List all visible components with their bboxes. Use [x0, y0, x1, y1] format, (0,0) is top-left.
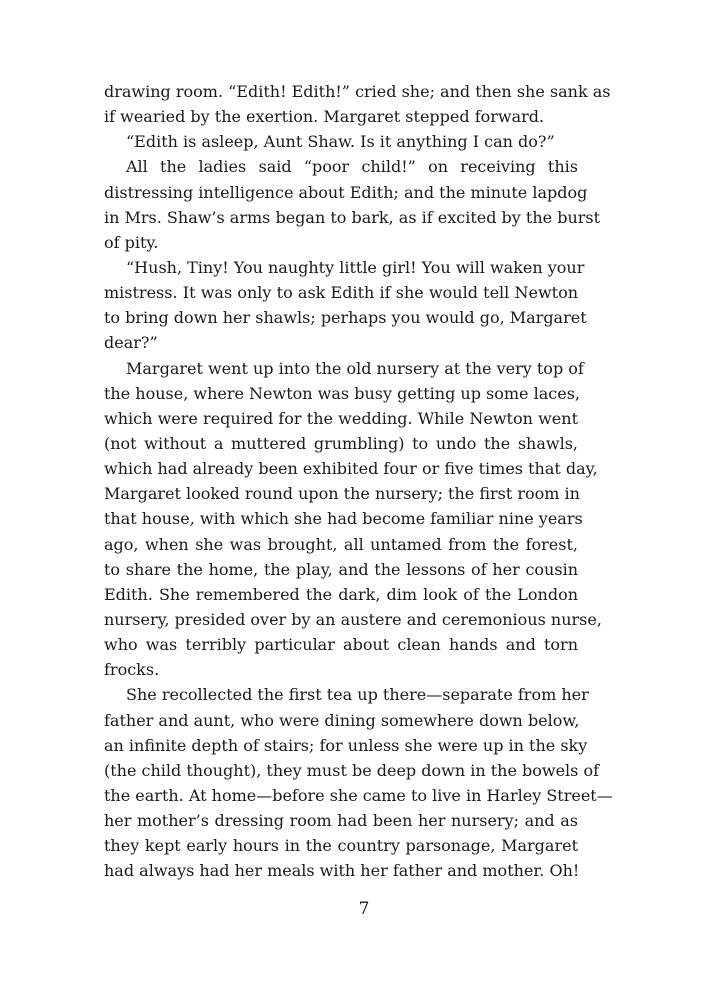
text-line: All the ladies said “poor child!” on receiving this	[126, 157, 578, 177]
text-line: who was terribly particular about clean hands and torn	[104, 635, 578, 655]
text-line: dear?”	[104, 333, 158, 353]
text-line: drawing room. “Edith! Edith!” cried she; and then she sank as	[104, 82, 611, 101]
paragraph	[104, 79, 611, 129]
text-line: nursery, presided over by an austere and ceremonious nurse,	[104, 609, 602, 629]
text-line: which were required for the wedding. While Newton went	[104, 408, 578, 428]
text-line: an infinite depth of stairs; for unless she were up in the sky	[104, 735, 588, 755]
text-line: the house, where Newton was busy getting up some laces,	[104, 383, 580, 403]
paragraph	[104, 255, 587, 356]
text-line: (the child thought), they must be deep down in the bowels of	[104, 760, 600, 780]
text-line: had always had her meals with her father and mother. Oh!	[104, 861, 580, 881]
paragraph	[104, 129, 578, 154]
paragraph	[104, 356, 602, 683]
text-line: Margaret looked round upon the nursery; the first room in	[104, 484, 580, 504]
text-line: of pity.	[104, 232, 159, 252]
text-line: mistress. It was only to ask Edith if she would tell Newton	[104, 283, 578, 303]
text-line: Margaret went up into the old nursery at the very top of	[126, 358, 584, 378]
text-line: Edith. She remembered the dark, dim look of the London	[104, 584, 578, 604]
paragraph	[104, 682, 613, 883]
text-line: which had already been exhibited four or five times that day,	[104, 459, 598, 479]
text-line: frocks.	[104, 660, 160, 680]
page-number: 7	[358, 899, 370, 919]
text-line: “Edith is asleep, Aunt Shaw. Is it anything I can do?”	[126, 132, 555, 152]
text-line: they kept early hours in the country parsonage, Margaret	[104, 836, 578, 856]
paragraph	[104, 154, 601, 255]
text-line: if wearied by the exertion. Margaret stepped forward.	[104, 107, 545, 127]
body-text	[104, 79, 613, 884]
text-line: to bring down her shawls; perhaps you would go, Margaret	[104, 308, 587, 328]
text-line: father and aunt, who were dining somewhere down below,	[104, 710, 580, 730]
text-line: to share the home, the play, and the lessons of her cousin	[104, 559, 578, 579]
text-line: ago, when she was brought, all untamed from the forest,	[104, 534, 578, 554]
text-line: (not without a muttered grumbling) to undo the shawls,	[104, 433, 578, 453]
text-line: that house, with which she had become familiar nine years	[104, 509, 583, 529]
text-line: She recollected the first tea up there—separate from her	[126, 685, 589, 705]
text-line: distressing intelligence about Edith; and the minute lapdog	[104, 182, 588, 202]
text-line: the earth. At home—before she came to live in Harley Street—	[104, 785, 613, 805]
text-line: her mother’s dressing room had been her nursery; and as	[104, 811, 578, 831]
text-line: in Mrs. Shaw’s arms began to bark, as if excited by the burst	[104, 207, 601, 227]
text-line: “Hush, Tiny! You naughty little girl! You will waken your	[126, 257, 585, 277]
